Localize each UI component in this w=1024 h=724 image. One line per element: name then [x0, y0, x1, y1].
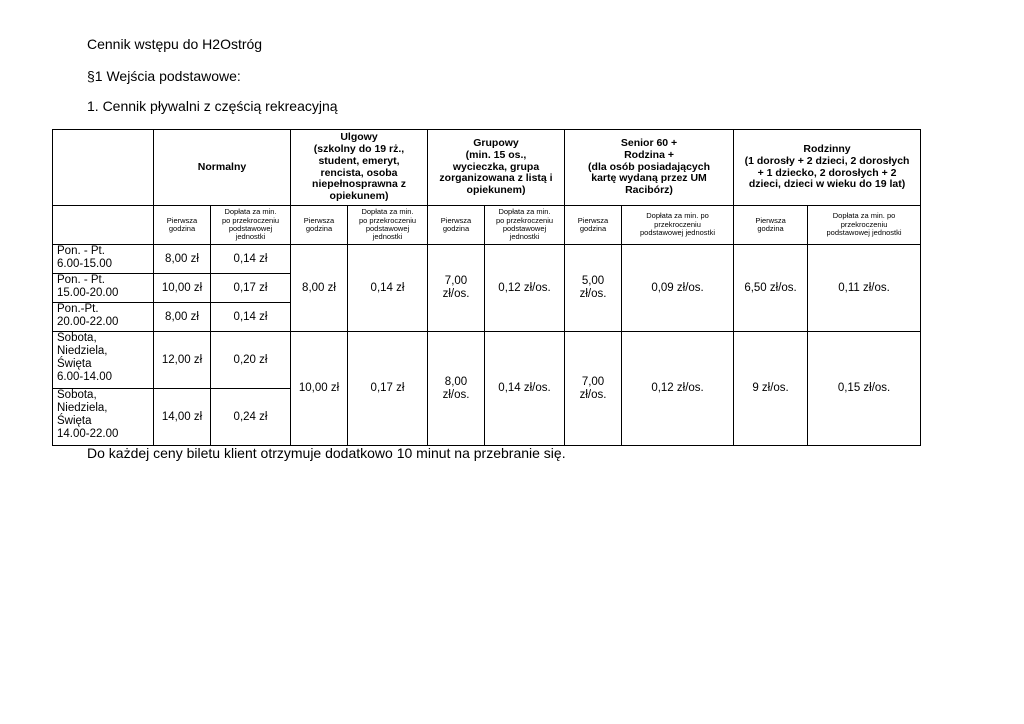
group-header-row	[53, 130, 921, 206]
price-family-extra: 0,15 zł/os.	[808, 332, 921, 446]
header-senior: Senior 60 + Rodzina + (dla osób posiadających kartę wydaną przez UM Racibórz)	[565, 130, 734, 206]
price-normal-first: 14,00 zł	[154, 389, 211, 446]
price-reduced-first: 10,00 zł	[291, 332, 348, 446]
footnote: Do każdej ceny biletu klient otrzymuje dodatkowo 10 minut na przebranie się.	[87, 445, 566, 461]
price-group-extra: 0,12 zł/os.	[485, 245, 565, 332]
subheader-family-extra: Dopłata za min. po przekroczeniu podstawowej jednostki	[808, 206, 921, 245]
header-group: Grupowy (min. 15 os., wycieczka, grupa zorganizowana z listą i opiekunem)	[428, 130, 565, 206]
price-reduced-extra: 0,17 zł	[348, 332, 428, 446]
price-normal-first: 12,00 zł	[154, 332, 211, 389]
subheader-group-extra: Dopłata za min. po przekroczeniu podstawowej jednostki	[485, 206, 565, 245]
table-row	[53, 332, 921, 389]
price-senior-first: 7,00 zł/os.	[565, 332, 622, 446]
row-label: Sobota, Niedziela, Święta 6.00-14.00	[53, 332, 154, 389]
price-family-first: 6,50 zł/os.	[734, 245, 808, 332]
price-family-first: 9 zł/os.	[734, 332, 808, 446]
price-normal-first: 8,00 zł	[154, 303, 211, 332]
subheader-reduced-extra: Dopłata za min. po przekroczeniu podstawowej jednostki	[348, 206, 428, 245]
price-reduced-first: 8,00 zł	[291, 245, 348, 332]
subheader-normal-first: Pierwsza godzina	[154, 206, 211, 245]
header-reduced: Ulgowy (szkolny do 19 rż., student, emeryt, rencista, osoba niepełnosprawna z opiekunem)	[291, 130, 428, 206]
row-label: Pon. - Pt. 15.00-20.00	[53, 274, 154, 303]
subheader-normal-extra: Dopłata za min. po przekroczeniu podstawowej jednostki	[211, 206, 291, 245]
price-normal-extra: 0,14 zł	[211, 245, 291, 274]
price-normal-extra: 0,20 zł	[211, 332, 291, 389]
price-senior-first: 5,00 zł/os.	[565, 245, 622, 332]
price-table	[52, 129, 921, 446]
corner-cell	[53, 130, 154, 206]
subheader-senior-extra: Dopłata za min. po przekroczeniu podstawowej jednostki	[622, 206, 734, 245]
subheader-row	[53, 206, 921, 245]
subheader-family-first: Pierwsza godzina	[734, 206, 808, 245]
subheader-corner-cell	[53, 206, 154, 245]
price-reduced-extra: 0,14 zł	[348, 245, 428, 332]
price-senior-extra: 0,12 zł/os.	[622, 332, 734, 446]
document-title: Cennik wstępu do H2Ostróg	[87, 36, 263, 52]
subheader-reduced-first: Pierwsza godzina	[291, 206, 348, 245]
table-row	[53, 245, 921, 274]
price-normal-first: 8,00 zł	[154, 245, 211, 274]
header-normal: Normalny	[154, 130, 291, 206]
row-label: Pon.-Pt. 20.00-22.00	[53, 303, 154, 332]
price-group-extra: 0,14 zł/os.	[485, 332, 565, 446]
price-normal-first: 10,00 zł	[154, 274, 211, 303]
price-normal-extra: 0,17 zł	[211, 274, 291, 303]
row-label: Pon. - Pt. 6.00-15.00	[53, 245, 154, 274]
price-family-extra: 0,11 zł/os.	[808, 245, 921, 332]
price-group-first: 8,00 zł/os.	[428, 332, 485, 446]
header-family: Rodzinny (1 dorosły + 2 dzieci, 2 dorosłych + 1 dziecko, 2 dorosłych + 2 dzieci, dzieci w wieku do 19 lat)	[734, 130, 921, 206]
price-normal-extra: 0,14 zł	[211, 303, 291, 332]
price-normal-extra: 0,24 zł	[211, 389, 291, 446]
subheader-senior-first: Pierwsza godzina	[565, 206, 622, 245]
row-label: Sobota, Niedziela, Święta 14.00-22.00	[53, 389, 154, 446]
price-group-first: 7,00 zł/os.	[428, 245, 485, 332]
subheader-group-first: Pierwsza godzina	[428, 206, 485, 245]
section-heading: §1 Wejścia podstawowe:	[87, 68, 241, 84]
price-senior-extra: 0,09 zł/os.	[622, 245, 734, 332]
subsection-heading: 1. Cennik pływalni z częścią rekreacyjną	[87, 98, 338, 114]
